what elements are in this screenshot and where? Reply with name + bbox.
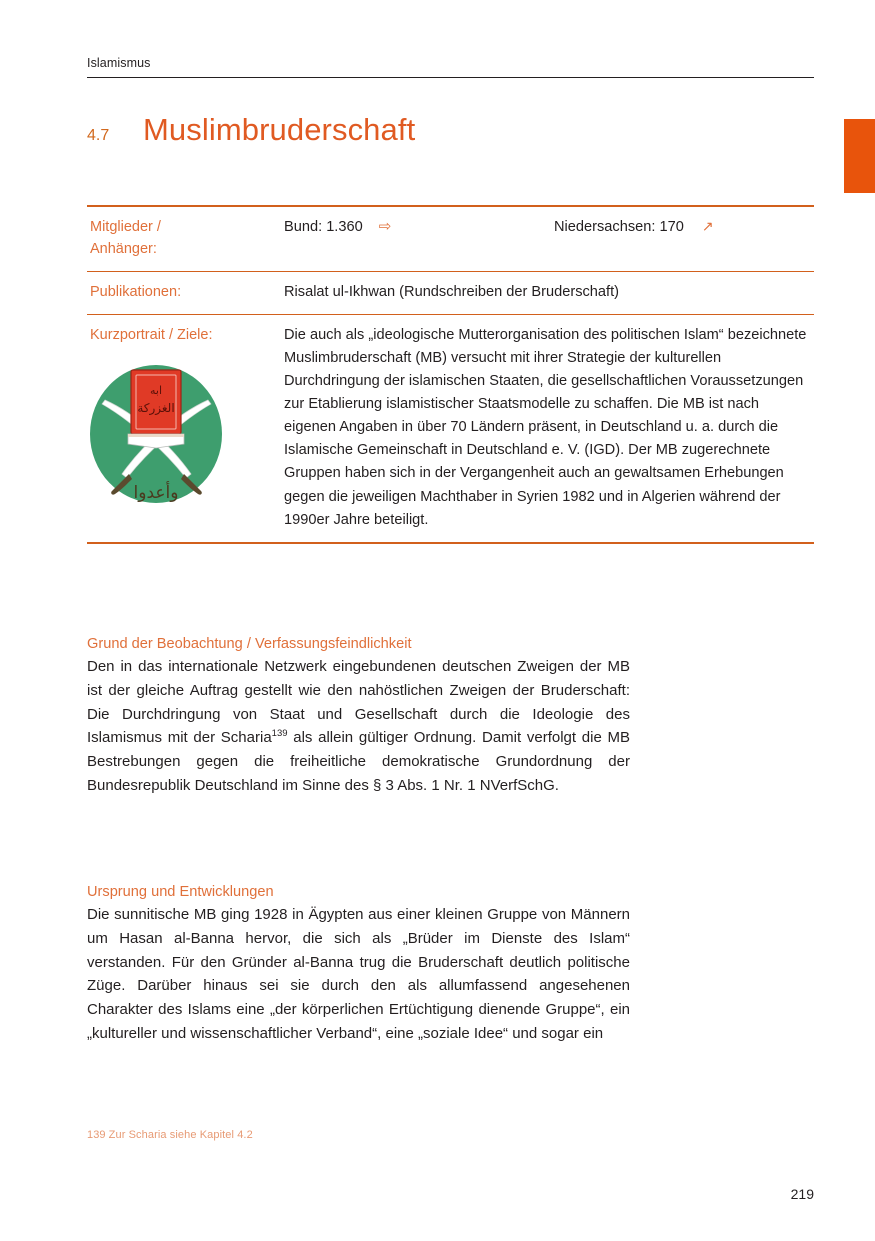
members-bund	[284, 216, 554, 239]
members-niedersachsen	[554, 216, 714, 239]
running-head: Islamismus	[87, 56, 151, 70]
section-heading-grund: Grund der Beobachtung / Verfassungsfeindlichkeit	[87, 636, 412, 652]
row-label-members-line2: Anhänger:	[90, 241, 157, 258]
emblem-arabic-text: وأعدوا	[133, 483, 179, 504]
muslim-brotherhood-emblem	[90, 362, 223, 512]
members-stats	[284, 216, 814, 239]
row-value-portrait	[284, 324, 814, 532]
grund-text-part2: als allein gültiger Ordnung. Damit verfolgt die MB Bestrebungen gegen die freiheitliche demokratische Grundordnung der Bundesrepublik Deutschland im Sinne des § 3 Abs. 1 Nr. 1 NVerfSchG.	[87, 729, 631, 794]
page-number: 219	[790, 1186, 814, 1202]
arrow-right-icon: ⇨	[378, 218, 392, 235]
footnote-text: Zur Scharia siehe Kapitel 4.2	[108, 1129, 253, 1141]
members-bund-text: Bund: 1.360	[284, 219, 363, 235]
header-rule	[87, 77, 814, 78]
section-grund-der-beobachtung	[87, 636, 630, 798]
section-text-ursprung: Die sunnitische MB ging 1928 in Ägypten aus einer kleinen Gruppe von Männern um Hasan al-Banna hervor, die sich als „Brüder im Dienste des Islam“ verstanden. Für den Gründer al-Banna trug die Bruderschaft deutlich politische Züge. Darüber hinaus sei sie durch den als allumfassend angesehenen Charakter des Islams eine „der körperlichen Ertüchtigung dienende Gruppe“, ein „kultureller und wissenschaftlicher Verband“, eine „soziale Idee“ und sogar ein	[87, 906, 630, 1042]
row-value-publications: Risalat ul-Ikhwan (Rundschreiben der Bruderschaft)	[284, 283, 620, 300]
row-value-members	[284, 216, 814, 261]
row-label-members-line1: Mitglieder /	[90, 219, 161, 235]
table-row-publications	[87, 272, 814, 315]
portrait-paragraph: Die auch als „ideologische Mutterorganisation des politischen Islam“ bezeichnete Muslimbruderschaft (MB) versucht mit ihrer Strategie der kulturellen Durchdringung der islamischen Staaten, die gesellschaftlichen Voraussetzungen zur Etablierung islamistischer Staatsmodelle zu schaffen. Die MB ist nach eigenen Angaben in über 70 Ländern präsent, in Deutschland u. a. durch die Islamische Gemeinschaft in Deutschland e. V. (IGD). Der MB zugerechnete Gruppen haben sich in der Vergangenheit auch an gewaltsamen Erhebungen gegen die jeweiligen Machthaber in Syrien 1982 und in Algerien während der 1990er Jahre beteiligt.	[284, 326, 807, 528]
footnote-number: 139	[87, 1129, 106, 1141]
grund-text-part1: Den in das internationale Netzwerk eingebundenen deutschen Zweigen der MB ist der gleiche Auftrag gestellt wie den nahöstlichen Zweigen der Bruderschaft: Die Durchdringung von Staat und Gesellschaft durch die Ideologie des Islamismus mit der Scharia	[87, 658, 630, 747]
row-label-portrait-text: Kurzportrait / Ziele:	[90, 326, 213, 343]
section-text-grund	[87, 655, 630, 798]
members-niedersachsen-text: Niedersachsen: 170	[554, 219, 684, 235]
chapter-bleed-tab	[844, 119, 875, 193]
svg-text:ابه: ابه	[149, 384, 163, 398]
section-heading-ursprung: Ursprung und Entwicklungen	[87, 884, 274, 900]
footnote-139	[87, 1129, 253, 1141]
svg-text:الغزركة: الغزركة	[137, 401, 175, 416]
table-row-members	[87, 207, 814, 272]
info-table	[87, 205, 814, 544]
row-label-publications: Publikationen:	[90, 283, 182, 300]
chapter-number: 4.7	[87, 127, 110, 144]
row-label-portrait	[87, 324, 284, 532]
table-row-portrait	[87, 315, 814, 542]
chapter-title	[87, 112, 814, 148]
row-label-members	[87, 216, 284, 261]
chapter-title-text: Muslimbruderschaft	[143, 112, 416, 147]
section-ursprung-und-entwicklungen	[87, 884, 630, 1046]
footnote-marker-139: 139	[271, 728, 288, 740]
arrow-up-right-icon: ↗	[701, 218, 714, 234]
